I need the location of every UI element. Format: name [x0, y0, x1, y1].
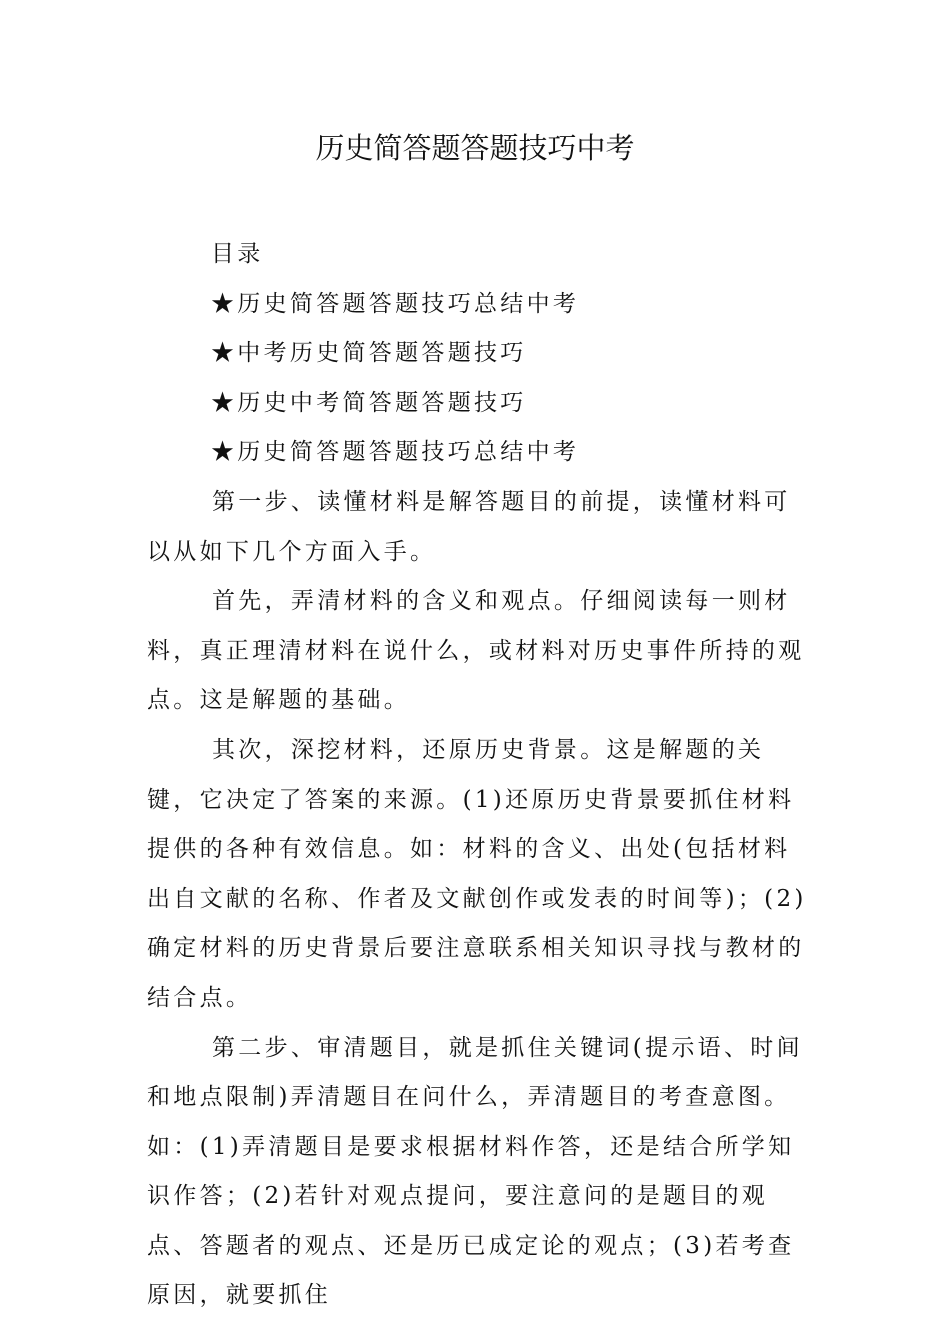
toc-item: ★历史简答题答题技巧总结中考	[211, 439, 580, 466]
paragraph: 首先，弄清材料的含义和观点。仔细阅读每一则材料，真正理清材料在说什么，或材料对历史事件所持的观点。这是解题的基础。	[147, 588, 805, 714]
paragraph: 第二步、审清题目，就是抓住关键词(提示语、时间和地点限制)弄清题目在问什么，弄清题目的考查意图。如：(1)弄清题目是要求根据材料作答，还是结合所学知识作答；(2)若针对观点提问，要注意问的是题目的观点、答题者的观点、还是历已成定论的观点；(3)若考查原因，就要抓住	[147, 1034, 803, 1309]
document-body	[147, 230, 811, 1321]
toc-item: ★历史中考简答题答题技巧	[211, 389, 527, 416]
paragraph: 其次，深挖材料，还原历史背景。这是解题的关键，它决定了答案的来源。(1)还原历史背景要抓住材料提供的各种有效信息。如：材料的含义、出处(包括材料出自文献的名称、作者及文献创作或发表的时间等)；(2)确定材料的历史背景后要注意联系相关知识寻找与教材的结合点。	[147, 736, 807, 1011]
document-title: 历史简答题答题技巧中考	[315, 131, 635, 165]
toc-item: ★中考历史简答题答题技巧	[211, 340, 527, 367]
toc-heading: 目录	[211, 241, 264, 267]
paragraph: 第一步、读懂材料是解答题目的前提，读懂材料可以从如下几个方面入手。	[147, 488, 791, 565]
toc-item: ★历史简答题答题技巧总结中考	[211, 290, 580, 317]
